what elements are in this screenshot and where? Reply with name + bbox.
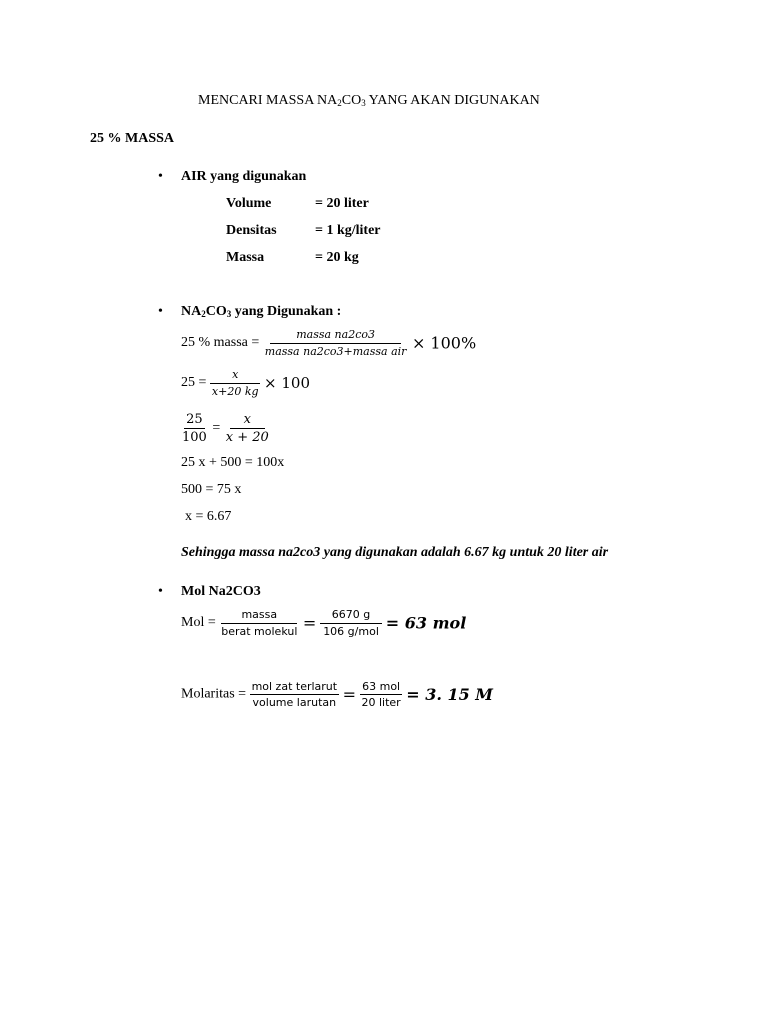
numerator: 25 xyxy=(186,412,203,427)
page-title xyxy=(198,93,540,109)
air-row-label: Densitas xyxy=(226,223,277,238)
bullet-icon: • xyxy=(158,304,163,319)
bullet-icon: • xyxy=(158,169,163,184)
title-text: YANG AKAN DIGUNAKAN xyxy=(365,93,540,108)
numerator: massa na2co3 xyxy=(270,328,401,344)
title-sub: 2 xyxy=(337,98,342,108)
denominator: massa na2co3+massa air xyxy=(264,345,407,358)
title-text: MENCARI MASSA NA xyxy=(198,93,338,108)
denominator: 100 xyxy=(182,430,207,445)
numerator: 6670 g xyxy=(320,608,382,624)
equation-step: 500 = 75 x xyxy=(181,482,242,497)
equation-25 xyxy=(181,368,310,398)
heading-text: NA xyxy=(181,304,202,319)
air-row-label: Volume xyxy=(226,196,272,211)
mol-heading: Mol Na2CO3 xyxy=(181,584,261,599)
numerator: massa xyxy=(221,608,297,624)
numerator: x xyxy=(230,412,265,429)
equation-step: 25 x + 500 = 100x xyxy=(181,455,285,470)
fraction xyxy=(219,608,299,638)
air-heading: AIR yang digunakan xyxy=(181,169,307,184)
equation-lhs: Mol = xyxy=(181,615,216,630)
equation-molaritas xyxy=(181,680,493,709)
equals-sign: = xyxy=(302,613,317,633)
fraction xyxy=(320,608,382,638)
equation-rhs: × 100% xyxy=(411,333,477,353)
equation-lhs: 25 = xyxy=(181,375,207,390)
numerator: 63 mol xyxy=(362,680,401,693)
heading-text: CO xyxy=(205,304,227,319)
fraction xyxy=(224,412,271,445)
air-row-value: = 20 liter xyxy=(315,196,369,211)
equals-sign: = xyxy=(212,420,221,436)
denominator: 106 g/mol xyxy=(323,625,379,638)
bullet-icon: • xyxy=(158,584,163,599)
equation-ratio xyxy=(180,412,271,445)
equation-lhs: 25 % massa = xyxy=(181,335,260,350)
molaritas-result: = 3. 15 M xyxy=(406,685,494,704)
na2co3-heading xyxy=(181,304,341,320)
air-row-value: = 20 kg xyxy=(315,250,359,265)
air-row-value: = 1 kg/liter xyxy=(315,223,381,238)
equation-rhs: × 100 xyxy=(264,374,310,392)
title-text: CO xyxy=(341,93,362,108)
denominator: berat molekul xyxy=(221,625,298,638)
heading-sub: 2 xyxy=(201,309,206,319)
denominator: volume larutan xyxy=(252,696,337,709)
equation-step: x = 6.67 xyxy=(185,509,232,524)
equals-sign: = xyxy=(342,685,356,704)
numerator: x xyxy=(210,368,260,384)
equation-lhs: Molaritas = xyxy=(181,686,247,702)
heading-text: yang Digunakan : xyxy=(231,304,342,319)
equation-percent-mass xyxy=(181,328,476,358)
denominator: x + 20 xyxy=(225,430,269,445)
equation-mol xyxy=(181,608,466,638)
fraction xyxy=(250,680,340,709)
numerator: mol zat terlarut xyxy=(251,680,338,693)
fraction xyxy=(360,680,403,709)
fraction xyxy=(180,412,209,445)
fraction xyxy=(210,368,261,398)
air-row-label: Massa xyxy=(226,250,265,265)
heading-sub: 3 xyxy=(226,309,232,319)
conclusion-text: Sehingga massa na2co3 yang digunakan adalah 6.67 kg untuk 20 liter air xyxy=(181,545,609,560)
fraction xyxy=(263,328,409,358)
section-heading: 25 % MASSA xyxy=(90,131,175,146)
denominator: x+20 kg xyxy=(211,385,259,398)
title-sub: 3 xyxy=(361,98,366,108)
mol-result: = 63 mol xyxy=(385,613,467,633)
denominator: 20 liter xyxy=(361,696,401,709)
